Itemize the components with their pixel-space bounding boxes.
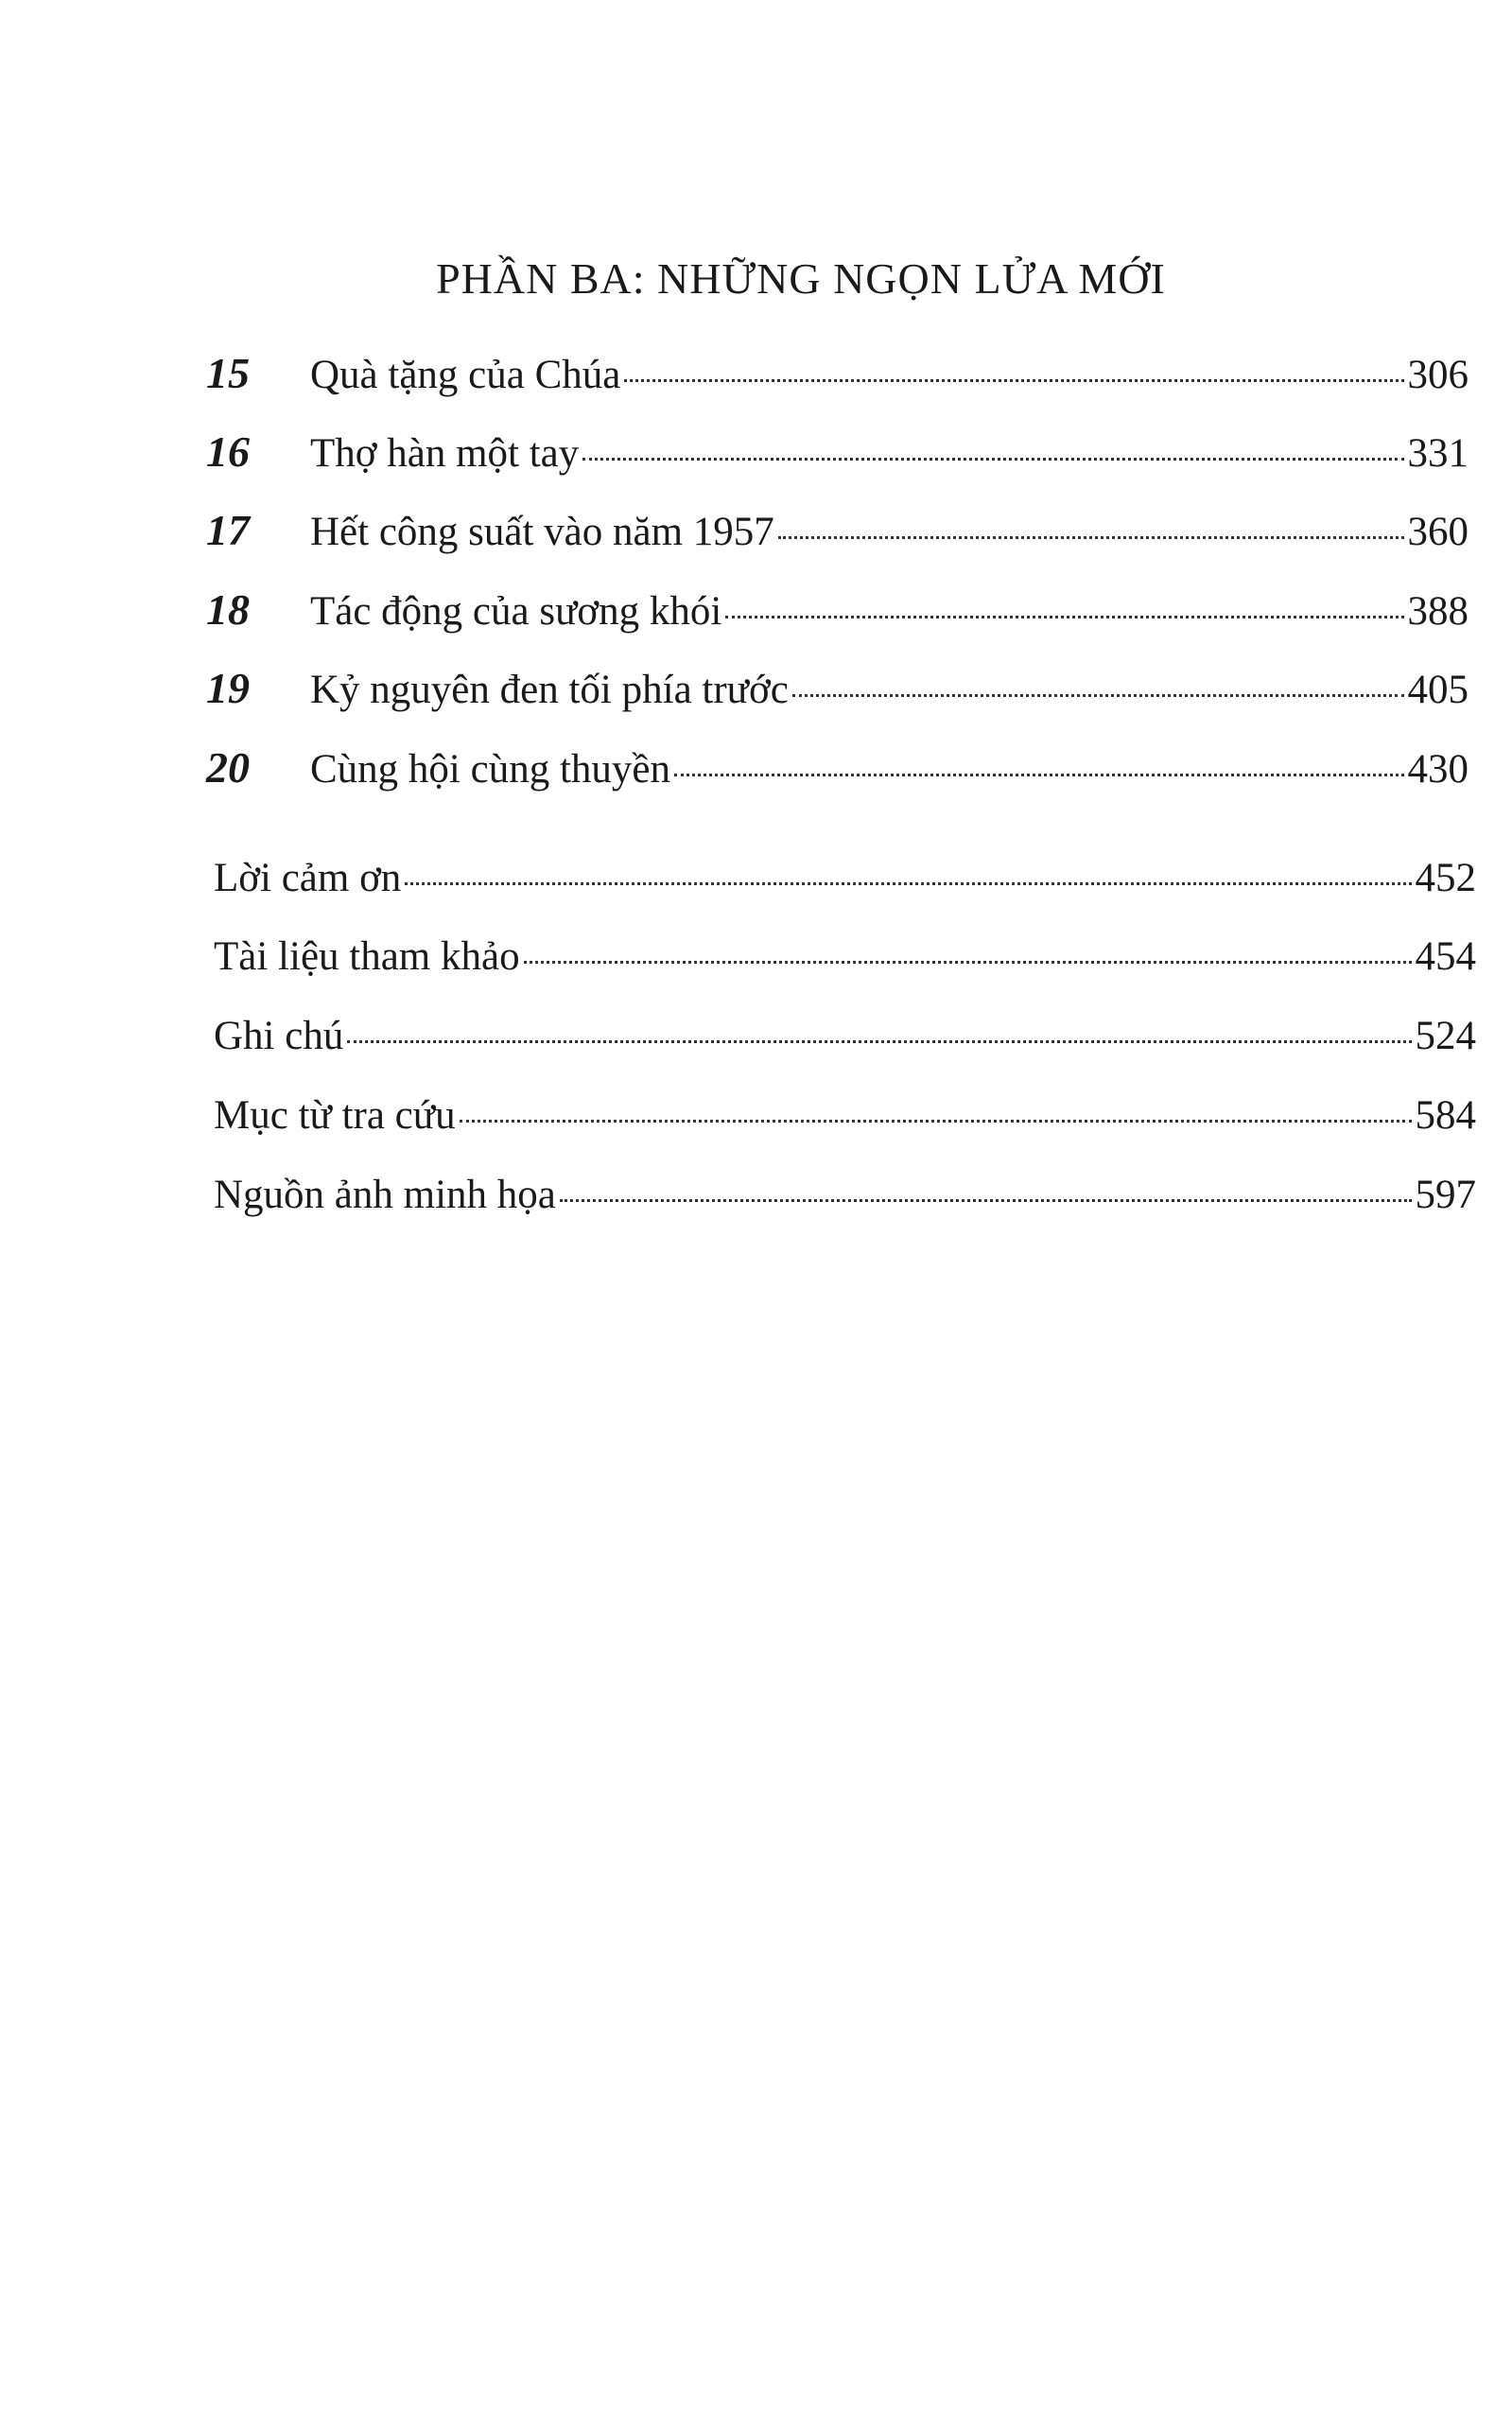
back-matter-title: Tài liệu tham khảo <box>214 934 520 979</box>
dot-leader <box>624 379 1403 382</box>
toc-chapter-row <box>206 585 1469 634</box>
dot-leader <box>582 458 1403 461</box>
dot-leader <box>524 961 1412 964</box>
toc-back-matter-row <box>214 1016 1476 1056</box>
page-number: 360 <box>1407 510 1469 554</box>
toc-chapter-row <box>206 664 1469 712</box>
back-matter-title: Ghi chú <box>214 1014 344 1058</box>
page-number: 454 <box>1415 934 1476 979</box>
page-number: 597 <box>1415 1173 1476 1217</box>
chapter-title: Tác động của sương khói <box>310 589 722 634</box>
chapter-title: Cùng hội cùng thuyền <box>310 747 670 792</box>
dot-leader <box>405 882 1411 885</box>
page-number: 524 <box>1415 1014 1476 1058</box>
chapter-number: 20 <box>206 743 250 792</box>
chapter-title: Kỷ nguyên đen tối phía trước <box>310 668 789 712</box>
back-matter-title: Lời cảm ơn <box>214 856 402 900</box>
page-number: 331 <box>1407 431 1469 476</box>
chapter-number: 19 <box>206 664 250 712</box>
chapter-number: 15 <box>206 349 250 397</box>
toc-back-matter-row <box>214 1175 1476 1215</box>
toc-back-matter-row <box>214 936 1476 977</box>
toc-back-matter-row <box>214 858 1476 898</box>
page-number: 388 <box>1407 589 1469 634</box>
toc-chapter-row <box>206 506 1469 554</box>
chapter-title: Hết công suất vào năm 1957 <box>310 510 774 554</box>
toc-chapter-row <box>206 427 1469 476</box>
dot-leader <box>674 774 1404 776</box>
back-matter-title: Nguồn ảnh minh họa <box>214 1173 556 1217</box>
chapter-number: 17 <box>206 506 250 554</box>
page-number: 306 <box>1407 353 1469 397</box>
back-matter-title: Mục từ tra cứu <box>214 1093 456 1138</box>
dot-leader <box>347 1040 1411 1043</box>
page-number: 430 <box>1407 747 1469 792</box>
page-number: 584 <box>1415 1093 1476 1138</box>
chapter-title: Thợ hàn một tay <box>310 431 580 476</box>
toc-chapter-row <box>206 349 1469 397</box>
chapter-title: Quà tặng của Chúa <box>310 353 621 397</box>
page-number: 405 <box>1407 668 1469 712</box>
part-title: PHẦN BA: NHỮNG NGỌN LỬA MỚI <box>436 254 1166 303</box>
dot-leader <box>778 536 1404 539</box>
dot-leader <box>792 694 1404 697</box>
chapter-number: 18 <box>206 585 250 634</box>
dot-leader <box>460 1120 1412 1123</box>
chapter-number: 16 <box>206 427 250 476</box>
page-number: 452 <box>1415 856 1476 900</box>
toc-back-matter-row <box>214 1095 1476 1136</box>
dot-leader <box>560 1199 1412 1202</box>
toc-chapter-row <box>206 743 1469 792</box>
dot-leader <box>725 616 1403 618</box>
